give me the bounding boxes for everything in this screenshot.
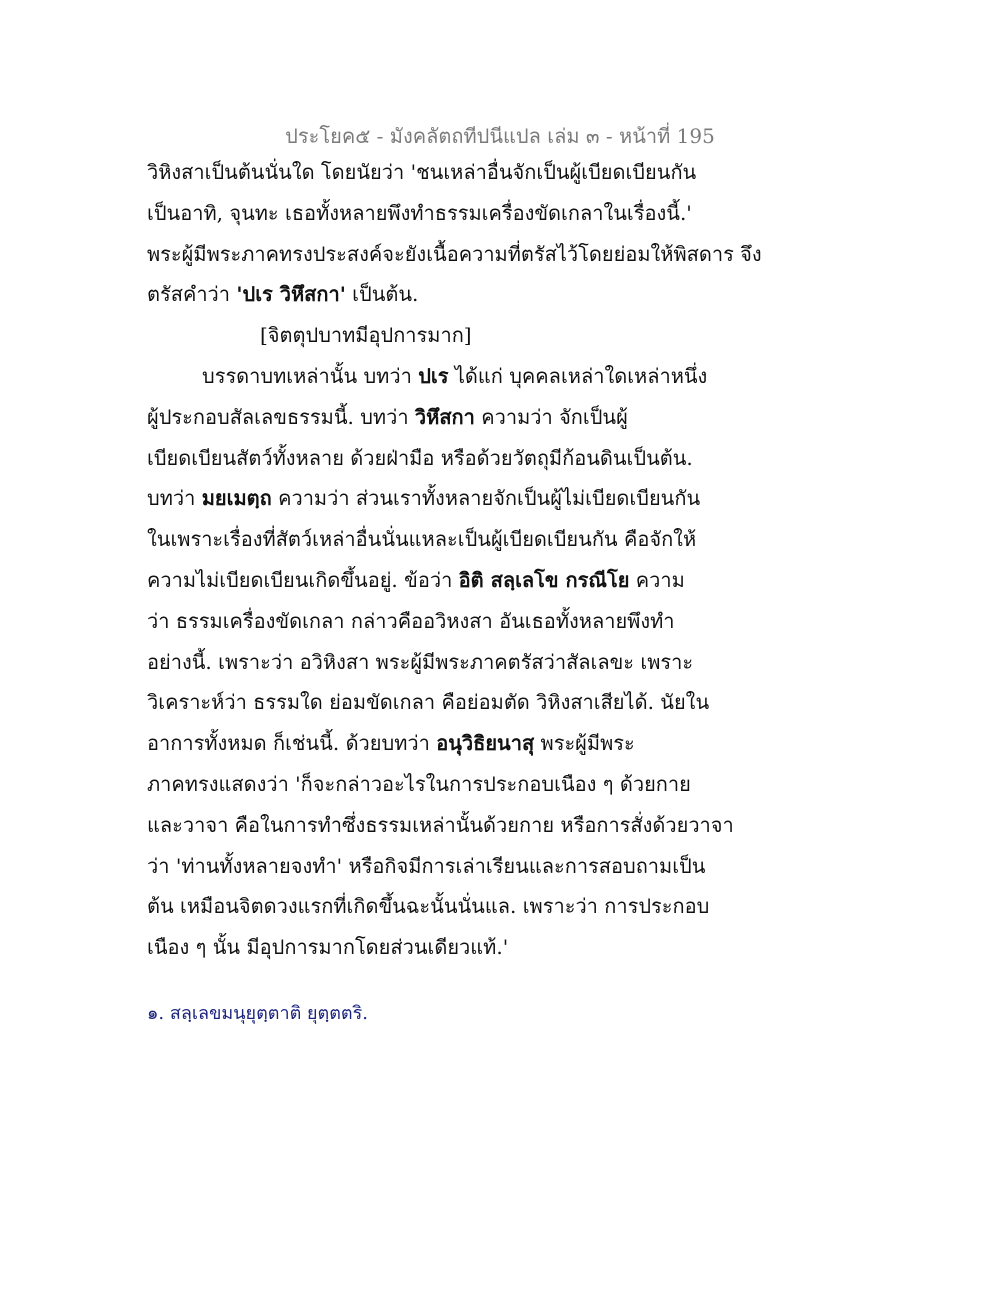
text-segment: ได้แก่ บุคคลเหล่าใดเหล่าหนึ่ง xyxy=(448,363,708,388)
text-line: อย่างนี้. เพราะว่า อวิหิงสา พระผู้มีพระภาคตรัสว่าสัลเลขะ เพราะ xyxy=(147,649,694,674)
text-line xyxy=(147,478,867,519)
text-segment: ความว่า จักเป็นผู้ xyxy=(474,404,628,429)
bold-term: 'ปเร วิหึสกา' xyxy=(236,282,346,307)
page-header: ประโยค๕ - มังคลัตถทีปนีแปล เล่ม ๓ - หน้าที่ 195 xyxy=(285,124,715,148)
body-text xyxy=(147,152,867,968)
text-segment: ผู้ประกอบสัลเลขธรรมนี้. บทว่า xyxy=(147,404,415,429)
text-line xyxy=(147,397,867,438)
text-segment: อาการทั้งหมด ก็เช่นนี้. ด้วยบทว่า xyxy=(147,731,437,756)
bold-term: มยเมตฺถ xyxy=(201,486,272,511)
text-line: ในเพราะเรื่องที่สัตว์เหล่าอื่นนั่นแหละเป็นผู้เบียดเบียนกัน คือจักให้ xyxy=(147,527,697,552)
text-line xyxy=(147,723,867,764)
text-segment: ความว่า ส่วนเราทั้งหลายจักเป็นผู้ไม่เบียดเบียนกัน xyxy=(271,486,701,511)
bold-term: อนุวิธิยนาสุ xyxy=(436,731,535,756)
text-line: ต้น เหมือนจิตดวงแรกที่เกิดขึ้นฉะนั้นนั่นแล. เพราะว่า การประกอบ xyxy=(147,894,710,919)
text-line xyxy=(147,560,867,601)
section-heading: [จิตตุปบาทมีอุปการมาก] xyxy=(260,323,472,348)
text-line: ว่า 'ท่านทั้งหลายจงทำ' หรือกิจมีการเล่าเรียนและการสอบถามเป็น xyxy=(147,853,706,878)
text-line: วิหิงสาเป็นต้นนั่นใด โดยนัยว่า 'ชนเหล่าอื่นจักเป็นผู้เบียดเบียนกัน xyxy=(147,160,697,184)
text-line: ภาคทรงแสดงว่า 'ก็จะกล่าวอะไรในการประกอบเนือง ๆ ด้วยกาย xyxy=(147,771,691,796)
bold-term: ปเร xyxy=(418,363,449,388)
bold-term: วิหึสกา xyxy=(414,404,475,429)
bold-term: อิติ สลฺเลโข กรณีโย xyxy=(458,567,630,592)
text-segment: เป็นต้น. xyxy=(345,282,419,307)
text-line: พระผู้มีพระภาคทรงประสงค์จะยังเนื้อความที่ตรัสไว้โดยย่อมให้พิสดาร จึง xyxy=(147,241,762,266)
footnote: ๑. สลฺเลขมนุยุตฺตาติ ยุตฺตตริ. xyxy=(147,1003,368,1024)
text-line xyxy=(147,274,867,315)
text-segment: ตรัสคำว่า xyxy=(147,282,237,307)
text-line: วิเคราะห์ว่า ธรรมใด ย่อมขัดเกลา คือย่อมตัด วิหิงสาเสียได้. นัยใน xyxy=(147,690,710,715)
text-line: เป็นอาทิ, จุนทะ เธอทั้งหลายพึงทำธรรมเครื่องขัดเกลาในเรื่องนี้.' xyxy=(147,200,692,225)
text-segment: พระผู้มีพระ xyxy=(534,731,635,756)
text-segment: ความ xyxy=(629,567,685,592)
text-line: และวาจา คือในการทำซึ่งธรรมเหล่านั้นด้วยกาย หรือการสั่งด้วยวาจา xyxy=(147,812,734,837)
text-segment: บทว่า xyxy=(147,486,202,511)
text-segment: บรรดาบทเหล่านั้น บทว่า xyxy=(202,363,419,388)
text-line xyxy=(147,356,867,397)
text-line: ว่า ธรรมเครื่องขัดเกลา กล่าวคืออวิหงสา อันเธอทั้งหลายพึงทำ xyxy=(147,608,675,633)
text-line: เนือง ๆ นั้น มีอุปการมากโดยส่วนเดียวแท้.' xyxy=(147,935,509,960)
text-line: เบียดเบียนสัตว์ทั้งหลาย ด้วยฝ่ามือ หรือด้วยวัตถุมีก้อนดินเป็นต้น. xyxy=(147,445,693,470)
text-segment: ความไม่เบียดเบียนเกิดขึ้นอยู่. ข้อว่า xyxy=(147,567,459,592)
